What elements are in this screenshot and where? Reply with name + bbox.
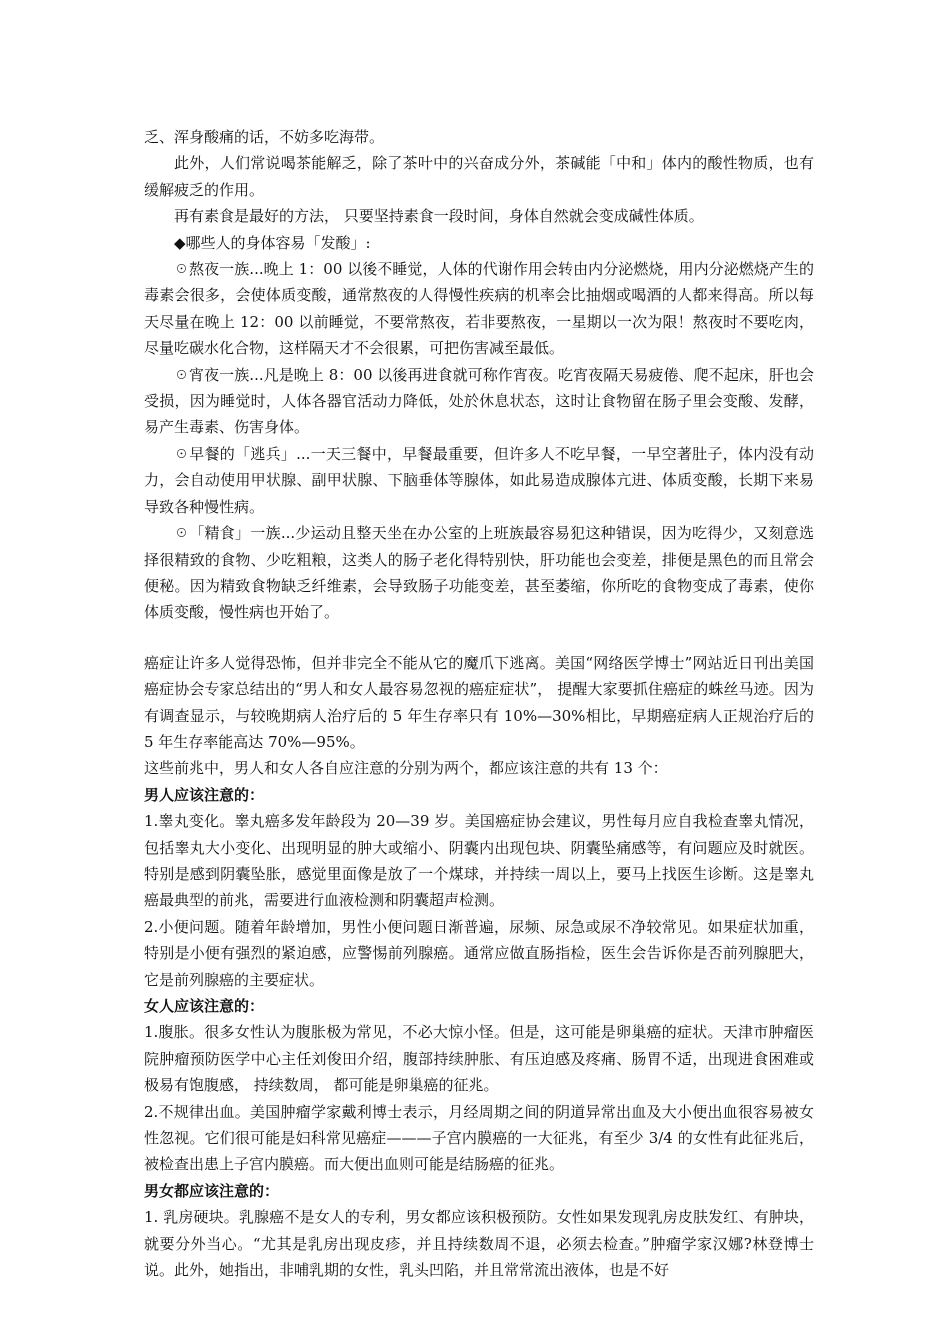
paragraph-fatigue-kelp: 乏、浑身酸痛的话，不妨多吃海带。	[144, 128, 385, 146]
acidic-people-heading: ◆哪些人的身体容易「发酸」:	[174, 233, 371, 252]
women-item-bleeding: 2.不规律出血。美国肿瘤学家戴利博士表示，月经周期之间的阴道异常出血及大小便出血很容易被女性忽视。它们很可能是妇科常见癌症———子宫内膜癌的一大征兆，有至少 3/4 的女性有此征兆后， 被检查出患上子宫内膜癌。而大便出血则可能是结肠癌的征兆。	[144, 1102, 814, 1174]
men-item-urination: 2.小便问题。随着年龄增加，男性小便问题日渐普遍，尿频、尿急或尿不净较常见。如果症状加重，特别是小便有强烈的紧迫感，应警惕前列腺癌。通常应做直肠指检，医生会告诉你是否前列腺肥大，它是前列腺癌的主要症状。	[144, 917, 814, 989]
women-item-bloating: 1.腹胀。很多女性认为腹胀极为常见，不必大惊小怪。但是，这可能是卵巢癌的症状。天津市肿瘤医院肿瘤预防医学中心主任刘俊田介绍，腹部持续肿胀、有压迫感及疼痛、肠胃不适，出现进食困难或极易有饱腹感， 持续数周， 都可能是卵巢癌的征兆。	[144, 1023, 814, 1095]
paragraph-night-owls: ☉熬夜一族...晚上 1：00 以後不睡觉，人体的代谢作用会转由内分泌燃烧，用内分泌燃烧产生的毒素会很多，会使体质变酸，通常熬夜的人得慢性疾病的机率会比抽烟或喝酒的人都来得高。所以每天尽量在晚上 12：00 以前睡觉，不要常熬夜，若非要熬夜，一星期以一次为限！熬夜时不要吃肉，尽量吃碳水化合物，这样隔天才不会很累，可把伤害减至最低。	[144, 260, 814, 358]
both-item-breast-lump: 1. 乳房硬块。乳腺癌不是女人的专利，男女都应该积极预防。女性如果发现乳房皮肤发红、有肿块，就要分外当心。“尤其是乳房出现皮疹，并且持续数周不退，必须去检查。”肿瘤学家汉娜?林登博士说。此外，她指出，非哺乳期的女性，乳头凹陷，并且常常流出液体，也是不好	[144, 1208, 814, 1280]
paragraph-refined-food: ☉「精食」一族...少运动且整天坐在办公室的上班族最容易犯这种错误，因为吃得少，又刻意选择很精致的食物、少吃粗粮，这类人的肠子老化得特别快，肝功能也会变差，排便是黑色的而且常会便秘。因为精致食物缺乏纤维素，会导致肠子功能变差，甚至萎缩，你所吃的食物变成了毒素，使你体质变酸，慢性病也开始了。	[144, 524, 814, 622]
paragraph-late-snack: ☉宵夜一族...凡是晚上 8：00 以後再进食就可称作宵夜。吃宵夜隔天易疲倦、爬不起床，肝也会受损，因为睡觉时，人体各器官活动力降低，处於休息状态，这时让食物留在肠子里会变酸、发酵，易产生毒素、伤害身体。	[144, 365, 814, 437]
paragraph-cancer-intro: 癌症让许多人觉得恐怖，但并非完全不能从它的魔爪下逃离。美国“网络医学博士”网站近日刊出美国癌症协会专家总结出的“男人和女人最容易忽视的癌症症状”， 提醒大家要抓住癌症的蛛丝马迹。因为有调查显示，与较晚期病人治疗后的 5 年生存率只有 10%—30%相比，早期癌症病人正规治疗后的 5 年生存率能高达 70%—95%。	[144, 653, 814, 751]
women-heading: 女人应该注意的：	[144, 997, 265, 1015]
both-heading: 男女都应该注意的：	[144, 1181, 280, 1200]
men-heading: 男人应该注意的：	[144, 785, 265, 804]
paragraph-skip-breakfast: ☉早餐的「逃兵」...一天三餐中，早餐最重要，但许多人不吃早餐，一早空著肚子，体内没有动力，会自动使用甲状腺、副甲状腺、下脑垂体等腺体，如此易造成腺体亢进、体质变酸，长期下来易导致各种慢性病。	[144, 444, 814, 516]
section-gap	[144, 626, 814, 650]
men-item-testicular: 1.睾丸变化。睾丸癌多发年龄段为 20—39 岁。美国癌症协会建议，男性每月应自我检查睾丸情况，包括睾丸大小变化、出现明显的肿大或缩小、阴囊内出现包块、阴囊坠痛感等，有问题应及时就医。特别是感到阴囊坠胀，感觉里面像是放了一个煤球，并持续一周以上，要马上找医生诊断。这是睾丸癌最典型的前兆，需要进行血液检测和阴囊超声检测。	[144, 812, 814, 910]
paragraph-summary: 这些前兆中，男人和女人各自应注意的分别为两个，都应该注意的共有 13 个：	[144, 759, 668, 778]
document-page	[144, 124, 814, 1283]
paragraph-vegetarian: 再有素食是最好的方法， 只要坚持素食一段时间，身体自然就会变成碱性体质。	[174, 207, 704, 226]
paragraph-tea: 此外，人们常说喝茶能解乏，除了茶叶中的兴奋成分外，茶碱能「中和」体内的酸性物质，也有缓解疲乏的作用。	[144, 154, 814, 199]
